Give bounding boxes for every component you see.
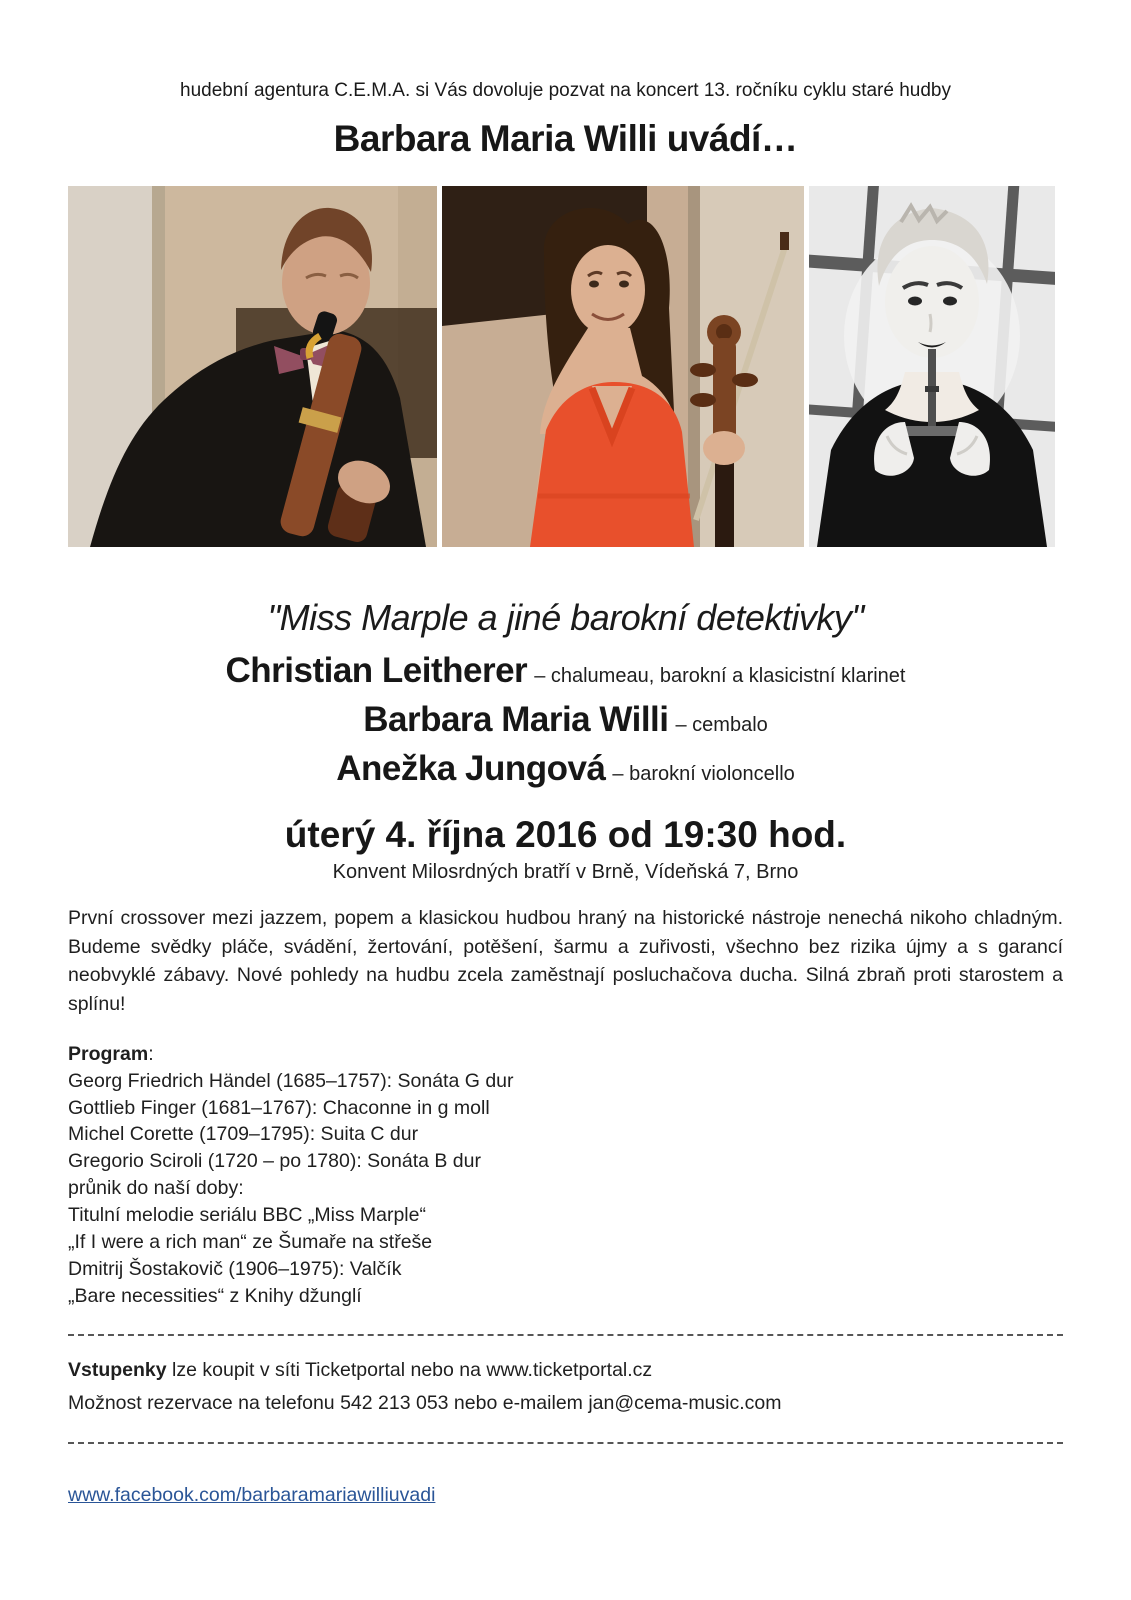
program-item: Dmitrij Šostakovič (1906–1975): Valčík: [68, 1257, 402, 1280]
photo-chalumeau-player: [68, 186, 437, 547]
tickets-text: lze koupit v síti Ticketportal nebo na www.ticketportal.cz: [166, 1358, 653, 1381]
performer-role: – cembalo: [675, 714, 768, 736]
program-heading: [68, 1043, 1063, 1066]
tickets-label: Vstupenky: [68, 1358, 167, 1381]
event-venue: Konvent Milosrdných bratří v Brně, Vídeňská 7, Brno: [332, 861, 799, 883]
performer-name: Christian Leitherer: [225, 651, 528, 690]
program-item: Gregorio Sciroli (1720 – po 1780): Sonáta B dur: [68, 1150, 481, 1173]
program-heading-label: Program: [68, 1042, 149, 1065]
page-title: Barbara Maria Willi uvádí…: [333, 118, 798, 159]
photo-bw-portrait: [809, 186, 1055, 547]
photo-cellist-red-dress: [442, 186, 804, 547]
performer-role: – barokní violoncello: [612, 763, 795, 785]
performers-list: [68, 651, 1063, 789]
concert-title: "Miss Marple a jiné barokní detektivky": [267, 597, 864, 638]
concert-description: První crossover mezi jazzem, popem a klasickou hudbou hraný na historické nástroje nenechá nikoho chladným. Budeme svědky pláče, svádění, žertování, potěšení, šarmu a zuřivosti, všechno bez rizika újmy a s garancí neobvyklé zábavy. Nové pohledy na hudbu zcela zaměstnají posluchačova ducha. Silná zbraň proti starostem a splínu!: [68, 907, 1063, 1015]
performer-line: [68, 700, 1063, 740]
dashed-divider-bottom: [68, 1442, 1063, 1444]
performer-line: [68, 651, 1063, 691]
program-item: Michel Corette (1709–1795): Suita C dur: [68, 1123, 419, 1146]
program-item: „Bare necessities“ z Knihy džunglí: [68, 1284, 362, 1307]
event-datetime: úterý 4. října 2016 od 19:30 hod.: [284, 814, 847, 855]
tickets-line-1: [68, 1356, 1063, 1385]
program-item: Titulní melodie seriálu BBC „Miss Marple“: [68, 1204, 426, 1227]
program-list: [68, 1068, 1063, 1310]
program-heading-colon: :: [148, 1042, 154, 1065]
agency-line: hudební agentura C.E.M.A. si Vás dovoluje pozvat na koncert 13. ročníku cyklu staré hudby: [180, 80, 951, 101]
tickets-line-2: Možnost rezervace na telefonu 542 213 053 nebo e-mailem jan@cema-music.com: [68, 1392, 782, 1415]
performer-name: Barbara Maria Willi: [363, 700, 669, 739]
program-item: Gottlieb Finger (1681–1767): Chaconne in g moll: [68, 1096, 490, 1119]
dashed-divider-top: [68, 1334, 1063, 1336]
program-item: Georg Friedrich Händel (1685–1757): Sonáta G dur: [68, 1069, 514, 1092]
photo-strip: [68, 186, 1063, 547]
performer-role: – chalumeau, barokní a klasicistní klarinet: [534, 665, 906, 687]
program-item: „If I were a rich man“ ze Šumaře na střeše: [68, 1231, 433, 1254]
facebook-link[interactable]: www.facebook.com/barbaramariawilliuvadi: [68, 1484, 436, 1507]
performer-name: Anežka Jungová: [336, 749, 606, 788]
performer-line: [68, 749, 1063, 789]
program-item: průnik do naší doby:: [68, 1177, 244, 1200]
